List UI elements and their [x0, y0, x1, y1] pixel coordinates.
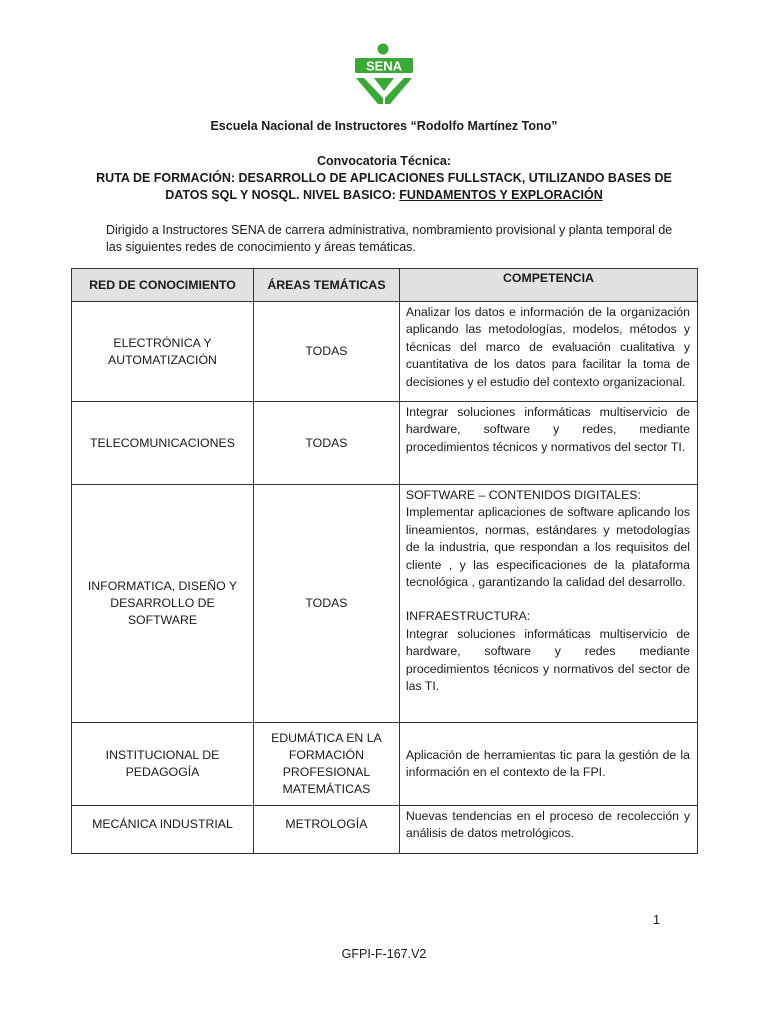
competencia-text: Integrar soluciones informáticas multiservicio de hardware, software y redes mediante procedimientos técnicos y normativos del sector de las TI. — [405, 626, 690, 694]
cell-competencia — [399, 485, 697, 723]
table-row — [72, 302, 698, 402]
competencia-subtitle: INFRAESTRUCTURA: — [405, 609, 531, 624]
table-row — [72, 402, 698, 485]
document-code: GFPI-F-167.V2 — [341, 947, 427, 961]
ruta-level-name: FUNDAMENTOS Y EXPLORACIÓN — [399, 188, 603, 202]
page-number: 1 — [653, 913, 660, 927]
cell-competencia: Aplicación de herramientas tic para la gestión de la información en el contexto de la FPI. — [399, 723, 697, 806]
cell-areas: TODAS — [253, 302, 399, 402]
competencia-subtitle: SOFTWARE – CONTENIDOS DIGITALES: — [405, 488, 641, 502]
ruta-line-2-prefix: DATOS SQL Y NOSQL. NIVEL BASICO: — [165, 188, 400, 202]
header-red: RED DE CONOCIMIENTO — [72, 269, 254, 302]
ruta-line-1: RUTA DE FORMACIÓN: DESARROLLO DE APLICACIONES FULLSTACK, UTILIZANDO BASES DE — [96, 171, 672, 185]
school-title: Escuela Nacional de Instructores “Rodolfo Martínez Tono” — [210, 119, 558, 133]
convocatoria-title: Convocatoria Técnica: — [316, 154, 452, 168]
cell-areas: METROLOGÍA — [253, 806, 399, 854]
cell-red: INSTITUCIONAL DE PEDAGOGÍA — [72, 723, 254, 806]
cell-areas: EDUMÁTICA EN LA FORMACIÓN PROFESIONAL MATEMÁTICAS — [253, 723, 399, 806]
cell-competencia: Nuevas tendencias en el proceso de recolección y análisis de datos metrológicos. — [399, 806, 697, 854]
competencia-text: Implementar aplicaciones de software aplicando los lineamientos, normas, estándares y metodologías de la industria, que respondan a los requisitos del cliente , y las especificaciones de la plataforma tecnológica , garantizando la calidad del desarrollo. — [405, 505, 690, 590]
cell-competencia: Integrar soluciones informáticas multiservicio de hardware, software y redes, mediante procedimientos técnicos y normativos del sector TI. — [399, 402, 697, 485]
header-competencia: COMPETENCIA — [399, 269, 697, 302]
cell-areas: TODAS — [253, 402, 399, 485]
intro-paragraph: Dirigido a Instructores SENA de carrera administrativa, nombramiento provisional y planta temporal de las siguientes redes de conocimiento y áreas temáticas. — [106, 223, 673, 254]
competencias-table — [71, 268, 698, 854]
logo-text: SENA — [365, 58, 403, 74]
cell-red: ELECTRÓNICA Y AUTOMATIZACIÓN — [72, 302, 254, 402]
table-row — [72, 806, 698, 854]
table-row — [72, 723, 698, 806]
table-row — [72, 485, 698, 723]
cell-red: TELECOMUNICACIONES — [72, 402, 254, 485]
table-header-row — [72, 269, 698, 302]
sena-logo — [352, 42, 416, 104]
header-areas: ÁREAS TEMÁTICAS — [253, 269, 399, 302]
cell-areas: TODAS — [253, 485, 399, 723]
cell-red: INFORMATICA, DISEÑO Y DESARROLLO DE SOFTWARE — [72, 485, 254, 723]
cell-red: MECÁNICA INDUSTRIAL — [72, 806, 254, 854]
ruta-line-2 — [60, 188, 708, 202]
cell-competencia: Analizar los datos e información de la organización aplicando las metodologías, modelos, métodos y técnicas del marco de evaluación cualitativa y cuantitativa de los datos para facilitar la toma de decisiones y el estudio del contexto organizacional. — [399, 302, 697, 402]
